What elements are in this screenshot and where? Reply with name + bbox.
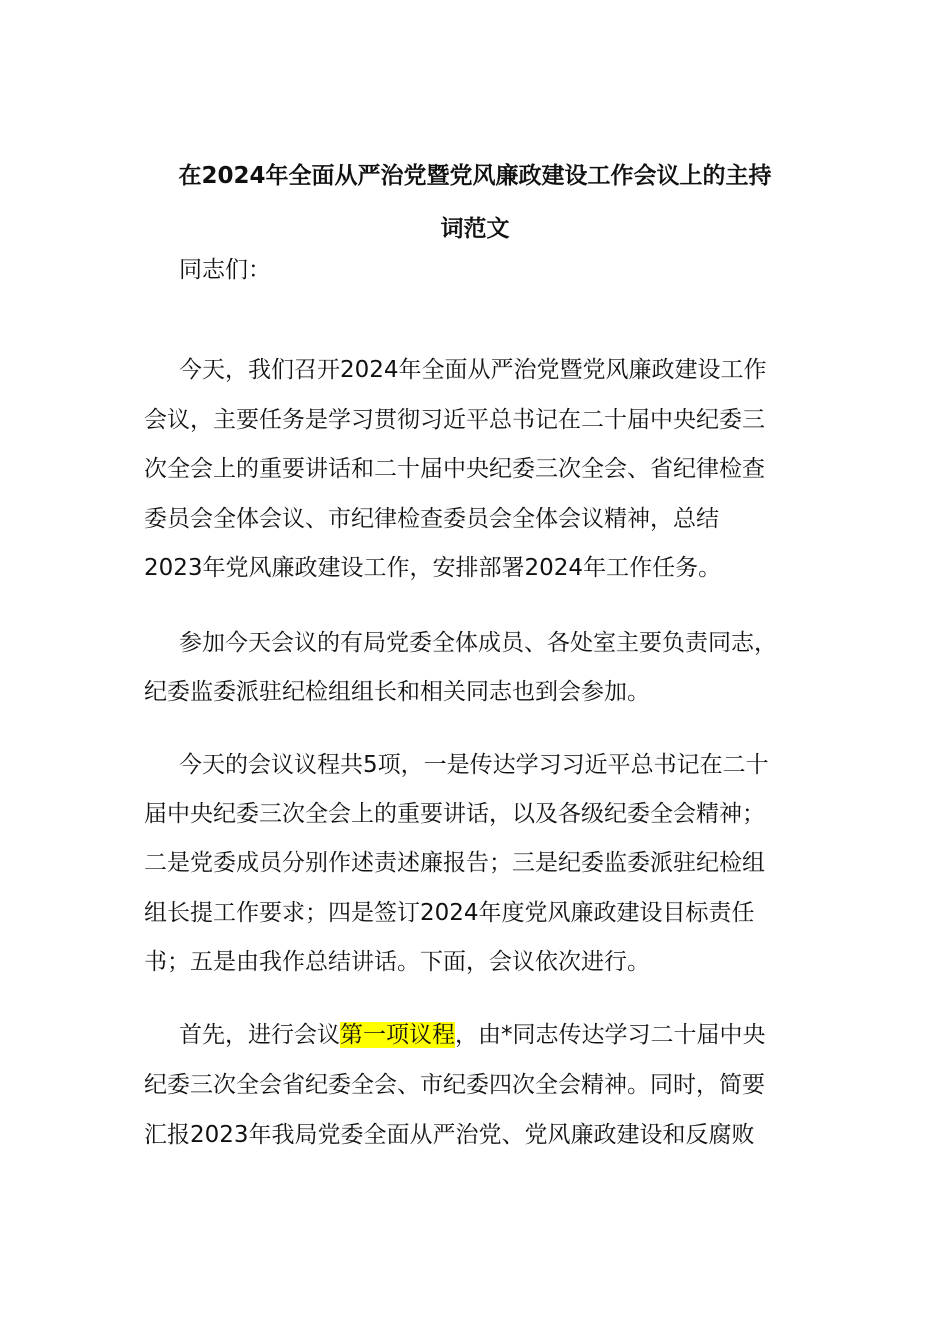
highlighted-text: 第一项议程 xyxy=(340,1022,455,1048)
paragraph-line: 汇报2023年我局党委全面从严治党、党风廉政建设和反腐败 xyxy=(144,1122,755,1148)
paragraph-line: 委员会全体会议、市纪律检查委员会全体会议精神，总结 xyxy=(144,506,719,532)
paragraph-line: 2023年党风廉政建设工作，安排部署2024年工作任务。 xyxy=(144,555,722,581)
paragraph-line: 次全会上的重要讲话和二十届中央纪委三次全会、省纪律检查 xyxy=(144,456,765,482)
paragraph-line: 届中央纪委三次全会上的重要讲话，以及各级纪委全会精神； xyxy=(144,801,765,827)
paragraph-line: 组长提工作要求；四是签订2024年度党风廉政建设目标责任 xyxy=(144,900,755,926)
salutation: 同志们： xyxy=(179,257,271,283)
paragraph-line: 二是党委成员分别作述责述廉报告；三是纪委监委派驻纪检组 xyxy=(144,850,765,876)
paragraph-line: 纪委监委派驻纪检组组长和相关同志也到会参加。 xyxy=(144,679,650,705)
text-segment: ，由*同志传达学习二十届中央 xyxy=(455,1022,766,1048)
text-segment: 首先，进行会议 xyxy=(179,1022,340,1048)
document-title xyxy=(140,150,810,256)
paragraph-line: 参加今天会议的有局党委全体成员、各处室主要负责同志， xyxy=(179,630,777,656)
title-line-1: 在2024年全面从严治党暨党风廉政建设工作会议上的主持 xyxy=(178,163,772,189)
paragraph-line: 书；五是由我作总结讲话。下面，会议依次进行。 xyxy=(144,949,650,975)
paragraph-line: 今天的会议议程共5项，一是传达学习习近平总书记在二十 xyxy=(179,752,769,778)
paragraph-line: 纪委三次全会省纪委全会、市纪委四次全会精神。同时，简要 xyxy=(144,1072,765,1098)
paragraph-line: 会议，主要任务是学习贯彻习近平总书记在二十届中央纪委三 xyxy=(144,407,765,433)
paragraph-line-with-highlight xyxy=(179,1020,766,1050)
paragraph-line: 今天，我们召开2024年全面从严治党暨党风廉政建设工作 xyxy=(179,357,767,383)
title-line-2: 词范文 xyxy=(440,216,510,242)
